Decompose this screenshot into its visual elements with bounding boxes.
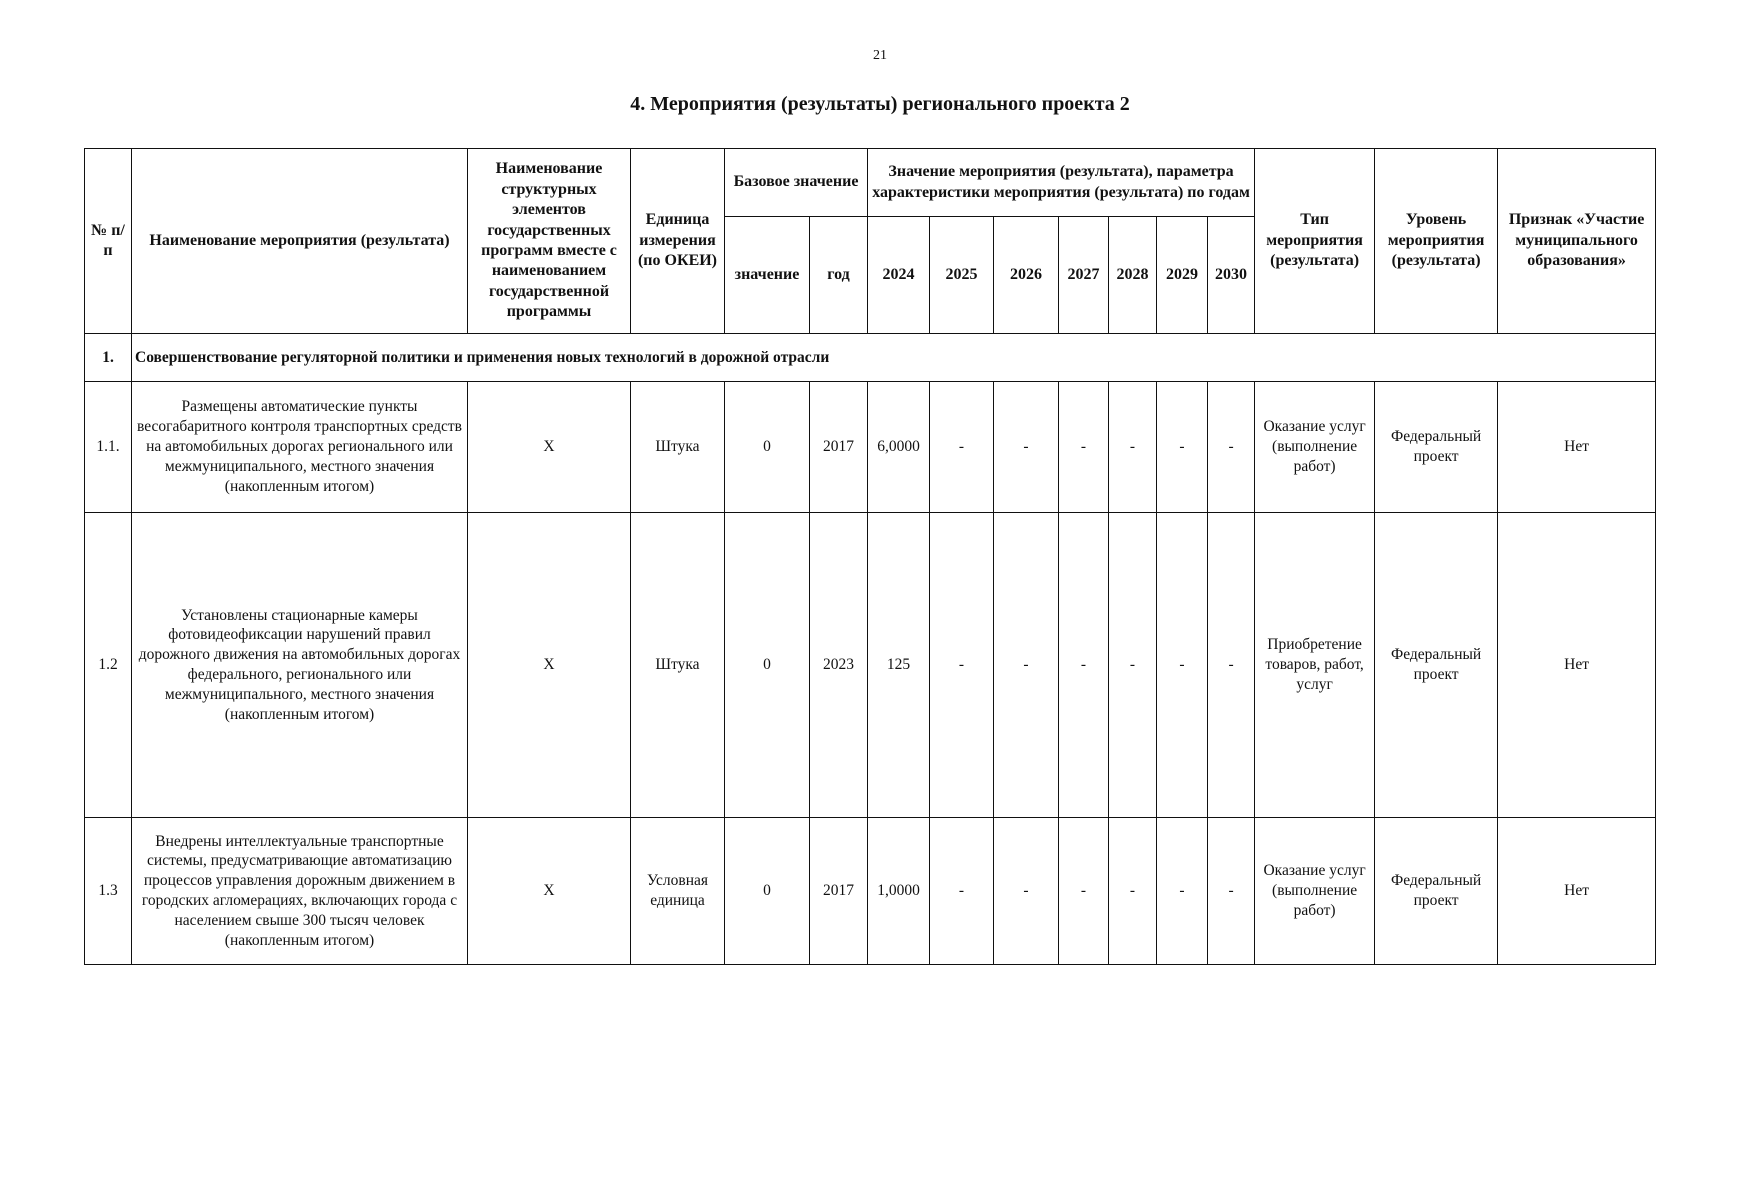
row-value-2026: - — [994, 513, 1059, 818]
row-municipal: Нет — [1498, 818, 1656, 965]
header-unit: Единица измерения (по ОКЕИ) — [631, 149, 725, 334]
row-level: Федеральный проект — [1375, 818, 1498, 965]
header-year-2030: 2030 — [1208, 217, 1255, 334]
header-num: № п/п — [85, 149, 132, 334]
row-base-value: 0 — [725, 513, 810, 818]
row-value-2026: - — [994, 818, 1059, 965]
header-base-year: год — [810, 217, 868, 334]
section-title: 4. Мероприятия (результаты) регионального проекта 2 — [630, 93, 1130, 115]
header-level: Уровень мероприятия (результата) — [1375, 149, 1498, 334]
header-base: Базовое значение — [725, 149, 868, 217]
table-row — [85, 382, 1656, 513]
row-level: Федеральный проект — [1375, 382, 1498, 513]
row-value-2025: - — [930, 513, 994, 818]
results-table — [84, 148, 1656, 965]
row-num: 1.3 — [85, 818, 132, 965]
row-value-2024: 125 — [868, 513, 930, 818]
row-num: 1.2 — [85, 513, 132, 818]
header-base-value: значение — [725, 217, 810, 334]
row-base-year: 2017 — [810, 818, 868, 965]
row-value-2028: - — [1109, 818, 1157, 965]
row-base-value: 0 — [725, 382, 810, 513]
row-base-year: 2023 — [810, 513, 868, 818]
row-value-2030: - — [1208, 382, 1255, 513]
row-unit: Штука — [631, 513, 725, 818]
row-base-value: 0 — [725, 818, 810, 965]
row-unit: Условная единица — [631, 818, 725, 965]
row-value-2030: - — [1208, 513, 1255, 818]
row-municipal: Нет — [1498, 382, 1656, 513]
row-level: Федеральный проект — [1375, 513, 1498, 818]
row-name: Размещены автоматические пункты весогабаритного контроля транспортных средств на автомобильных дорогах регионального или межмуниципального, местного значения (накопленным итогом) — [132, 382, 468, 513]
page-number: 21 — [873, 48, 887, 63]
row-value-2028: - — [1109, 513, 1157, 818]
row-value-2030: - — [1208, 818, 1255, 965]
row-value-2025: - — [930, 818, 994, 965]
row-value-2028: - — [1109, 382, 1157, 513]
group-title: Совершенствование регуляторной политики и применения новых технологий в дорожной отрасли — [132, 334, 1656, 382]
row-name: Установлены стационарные камеры фотовидеофиксации нарушений правил дорожного движения на автомобильных дорогах федерального, регионального или межмуниципального, местного значения (накопленным итогом) — [132, 513, 468, 818]
header-year-2026: 2026 — [994, 217, 1059, 334]
group-num: 1. — [85, 334, 132, 382]
row-value-2029: - — [1157, 818, 1208, 965]
header-year-2025: 2025 — [930, 217, 994, 334]
row-value-2027: - — [1059, 513, 1109, 818]
row-value-2029: - — [1157, 382, 1208, 513]
header-year-2028: 2028 — [1109, 217, 1157, 334]
header-year-2029: 2029 — [1157, 217, 1208, 334]
row-value-2027: - — [1059, 818, 1109, 965]
row-municipal: Нет — [1498, 513, 1656, 818]
header-municipal: Признак «Участие муниципального образования» — [1498, 149, 1656, 334]
row-value-2029: - — [1157, 513, 1208, 818]
header-year-2024: 2024 — [868, 217, 930, 334]
row-value-2026: - — [994, 382, 1059, 513]
row-type: Оказание услуг (выполнение работ) — [1255, 382, 1375, 513]
row-value-2025: - — [930, 382, 994, 513]
header-name: Наименование мероприятия (результата) — [132, 149, 468, 334]
header-year-2027: 2027 — [1059, 217, 1109, 334]
row-struct: Х — [468, 382, 631, 513]
header-values-by-year: Значение мероприятия (результата), параметра характеристики мероприятия (результата) по годам — [868, 149, 1255, 217]
header-type: Тип мероприятия (результата) — [1255, 149, 1375, 334]
row-num: 1.1. — [85, 382, 132, 513]
group-row — [85, 334, 1656, 382]
row-base-year: 2017 — [810, 382, 868, 513]
row-name: Внедрены интеллектуальные транспортные системы, предусматривающие автоматизацию процессов управления дорожным движением в городских агломерациях, включающих города с населением свыше 300 тысяч человек (накопленным итогом) — [132, 818, 468, 965]
table-row — [85, 818, 1656, 965]
table-row — [85, 513, 1656, 818]
row-value-2027: - — [1059, 382, 1109, 513]
row-struct: Х — [468, 818, 631, 965]
row-unit: Штука — [631, 382, 725, 513]
row-value-2024: 1,0000 — [868, 818, 930, 965]
row-type: Приобретение товаров, работ, услуг — [1255, 513, 1375, 818]
row-value-2024: 6,0000 — [868, 382, 930, 513]
row-type: Оказание услуг (выполнение работ) — [1255, 818, 1375, 965]
header-struct: Наименование структурных элементов государственных программ вместе с наименованием государственной программы — [468, 149, 631, 334]
row-struct: Х — [468, 513, 631, 818]
